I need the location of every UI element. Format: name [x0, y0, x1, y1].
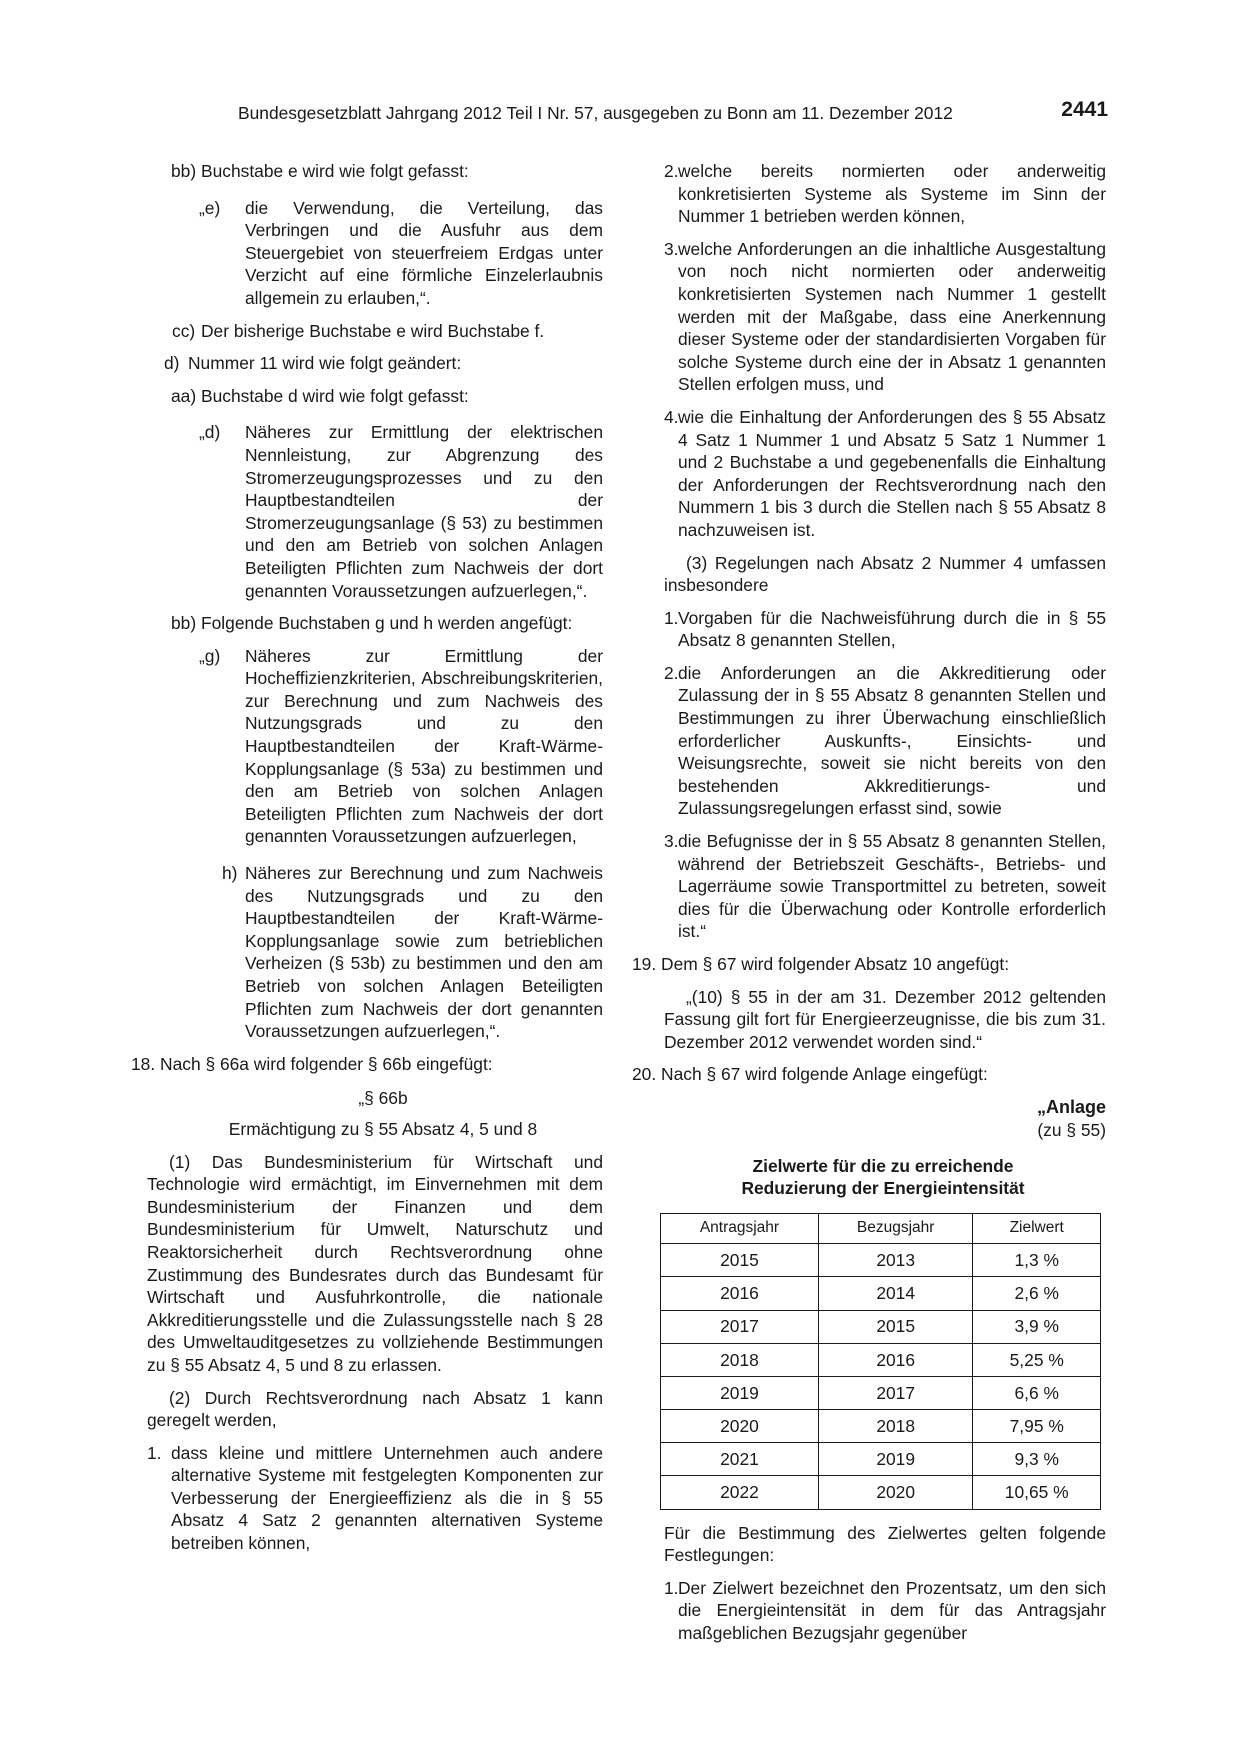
cell: 2020	[818, 1476, 973, 1509]
item-label: 3.	[664, 831, 679, 852]
item-text: Nach § 66a wird folgender § 66b eingefügt:	[160, 1053, 493, 1074]
item-text: wie die Einhaltung der Anforderungen des § 55 Absatz 4 Satz 1 Nummer 1 und Absatz 5 Satz 1 Nummer 1 und 2 Buchstabe a und gegebenenfalls die Einhaltung der Anforderungen der Rechtsverordnung nach den Nummern 1 bis 3 durch die Stellen nach § 55 Absatz 8 nachzuweisen ist.	[678, 406, 1106, 540]
item-label: 4.	[664, 406, 679, 427]
page-number: 2441	[1061, 98, 1108, 121]
item-label: h)	[222, 863, 238, 884]
item-label: 2.	[664, 161, 679, 181]
absatz-1: (1) Das Bundesministerium für Wirtschaft und Technologie wird ermächtigt, im Einvernehmen mit dem Bundesministerium der Finanzen und dem Bundesministerium für Umwelt, Naturschutz und Reaktorsicherheit durch Rechtsverordnung ohne Zustimmung des Bundesrates durch das Bundesamt für Wirtschaft und Ausfuhrkontrolle, die nationale Akkreditierungsstelle und die Zulassungsstelle nach § 28 des Umweltauditgesetzes zu vollziehende Bestimmungen zu § 55 Absatz 4, 5 und 8 zu erlassen.	[147, 1151, 603, 1375]
table-row	[661, 1244, 1101, 1277]
item-4	[632, 406, 1106, 542]
item-19	[632, 953, 1106, 976]
cell: 2022	[661, 1476, 819, 1509]
item-label: 2.	[664, 662, 679, 683]
item-18	[131, 1053, 603, 1076]
item-label: 1.	[147, 1442, 162, 1463]
cell: 2019	[661, 1376, 819, 1409]
item-k1	[632, 1577, 1106, 1645]
table-header-row	[661, 1214, 1101, 1244]
table-row	[661, 1343, 1101, 1376]
item-label: cc)	[172, 320, 196, 341]
col-header-bezugsjahr: Bezugsjahr	[818, 1214, 973, 1244]
item-2	[632, 160, 1106, 228]
right-column	[632, 160, 1106, 1655]
table-title-line-2: Reduzierung der Energieintensität	[741, 1178, 1025, 1199]
item-text: die Anforderungen an die Akkreditierung oder Zulassung der in § 55 Absatz 8 genannten Stellen und Bestimmungen zu ihrer Überwachung einschließlich erforderlicher Auskunfts-, Einsichts- und Weisungsrechte, soweit sie nicht bereits von den bestehenden Akkreditierungs- und Zulassungsregelungen erfasst sind, sowie	[678, 662, 1106, 819]
cell: 7,95 %	[973, 1410, 1101, 1443]
table-title-line-1: Zielwerte für die zu erreichende	[752, 1156, 1014, 1177]
item-text: Buchstabe e wird wie folgt gefasst:	[201, 161, 469, 181]
item-h	[163, 862, 603, 1043]
item-dd	[163, 421, 603, 602]
item-label: 1.	[664, 1577, 679, 1598]
cell: 3,9 %	[973, 1310, 1101, 1343]
cell: 2015	[818, 1310, 973, 1343]
item-label: 18.	[131, 1053, 156, 1074]
paragraph-heading: „§ 66b	[358, 1088, 408, 1109]
item-text: Vorgaben für die Nachweisführung durch die in § 55 Absatz 8 genannten Stellen,	[678, 607, 1106, 651]
item-j3	[632, 830, 1106, 943]
cell: 2013	[818, 1244, 973, 1277]
cell: 2016	[818, 1343, 973, 1376]
item-label: 19.	[632, 954, 657, 974]
table-row	[661, 1410, 1101, 1443]
item-text: die Befugnisse der in § 55 Absatz 8 genannten Stellen, während der Betriebszeit Geschäfts-, Betriebs- und Lagerräume sowie Transportmittel zu betreten, soweit dies für die Überwachung oder Kontrolle erforderlich ist.“	[678, 831, 1106, 942]
item-text: Folgende Buchstaben g und h werden angefügt:	[201, 613, 573, 634]
item-text: Näheres zur Ermittlung der elektrischen Nennleistung, zur Abgrenzung des Stromerzeugungsprozesses und zu den Hauptbestandteilen der Stromerzeugungsanlage (§ 53) zu bestimmen und den am Betrieb von solchen Anlagen Beteiligten Pflichten zum Nachweis der dort genannten Voraussetzungen aufzuerlegen,“.	[245, 422, 603, 601]
after-table-text: Für die Bestimmung des Zielwertes gelten folgende Festlegungen:	[664, 1522, 1106, 1566]
table-row	[661, 1277, 1101, 1310]
cell: 1,3 %	[973, 1244, 1101, 1277]
target-values-table	[660, 1213, 1101, 1510]
item-text: welche bereits normierten oder anderweitig konkretisierten Systeme als Systeme im Sinn der Nummer 1 betrieben werden können,	[678, 161, 1106, 227]
item-text: Der Zielwert bezeichnet den Prozentsatz, um den sich die Energieintensität in dem für das Antragsjahr maßgeblichen Bezugsjahr gegenüber	[678, 1577, 1106, 1644]
item-j2	[632, 662, 1106, 820]
gazette-title: Bundesgesetzblatt Jahrgang 2012 Teil I Nr. 57, ausgegeben zu Bonn am 11. Dezember 2012	[238, 103, 953, 123]
item-text: welche Anforderungen an die inhaltliche Ausgestaltung von noch nicht normierten oder anderweitig konkretisierten Systemen nach Nummer 1 gestellt werden mit der Maßgabe, dass eine Anerkennung dieser Systeme oder der standardisierten Vorgaben für solche Systeme durch eine der in Absatz 1 genannten Stellen erfolgen muss, und	[678, 238, 1106, 395]
paragraph-title: Ermächtigung zu § 55 Absatz 4, 5 und 8	[228, 1118, 538, 1139]
item-label: 3.	[664, 238, 679, 259]
cell: 10,65 %	[973, 1476, 1101, 1509]
absatz-2: (2) Durch Rechtsverordnung nach Absatz 1 kann geregelt werden,	[147, 1387, 603, 1431]
item-label: bb)	[171, 161, 197, 181]
item-aa	[163, 385, 603, 408]
item-1	[147, 1442, 603, 1555]
absatz-10: „(10) § 55 in der am 31. Dezember 2012 geltenden Fassung gilt fort für Energieerzeugnisse, die bis zum 31. Dezember 2012 verwendet worden sind.“	[664, 986, 1106, 1052]
item-text: Nach § 67 wird folgende Anlage eingefügt:	[661, 1064, 988, 1085]
cell: 2014	[818, 1277, 973, 1310]
cell: 2018	[818, 1410, 973, 1443]
item-3	[632, 238, 1106, 396]
item-label: „g)	[199, 645, 221, 666]
item-d	[163, 352, 603, 375]
item-g	[163, 645, 603, 848]
cell: 5,25 %	[973, 1343, 1101, 1376]
anlage-ref: (zu § 55)	[1037, 1119, 1106, 1140]
item-bb-1	[163, 160, 603, 183]
table-row	[661, 1376, 1101, 1409]
item-text: Dem § 67 wird folgender Absatz 10 angefügt:	[661, 954, 1010, 974]
col-header-antragsjahr: Antragsjahr	[661, 1214, 819, 1244]
cell: 2017	[818, 1376, 973, 1409]
cell: 2018	[661, 1343, 819, 1376]
item-label: bb)	[171, 613, 197, 634]
item-label: aa)	[171, 385, 197, 406]
cell: 2017	[661, 1310, 819, 1343]
item-20	[632, 1063, 1106, 1086]
cell: 2021	[661, 1443, 819, 1476]
item-e	[163, 197, 603, 310]
cell: 2016	[661, 1277, 819, 1310]
table-row	[661, 1476, 1101, 1509]
cell: 2015	[661, 1244, 819, 1277]
item-cc	[163, 320, 603, 343]
left-column	[131, 160, 603, 1565]
item-text: Näheres zur Berechnung und zum Nachweis des Nutzungsgrads und zu den Hauptbestandteilen der Kraft-Wärme-Kopplungsanlage sowie zum betrieblichen Verheizen (§ 53b) zu bestimmen und den am Betrieb von solchen Anlagen Beteiligten Pflichten zum Nachweis der dort genannten Voraussetzungen aufzuerlegen,“.	[245, 863, 603, 1042]
item-bb-2	[163, 612, 603, 635]
item-label: „e)	[199, 197, 221, 218]
item-label: 20.	[632, 1064, 657, 1085]
item-label: d)	[164, 353, 180, 374]
item-text: Buchstabe d wird wie folgt gefasst:	[201, 385, 469, 406]
cell: 2020	[661, 1410, 819, 1443]
table-row	[661, 1310, 1101, 1343]
item-text: die Verwendung, die Verteilung, das Verbringen und die Ausfuhr aus dem Steuergebiet von steuerfreiem Erdgas unter Verzicht auf eine förmliche Einzelerlaubnis allgemein zu erlauben,“.	[245, 197, 603, 308]
col-header-zielwert: Zielwert	[973, 1214, 1101, 1244]
item-j1	[632, 607, 1106, 652]
item-label: 1.	[664, 607, 679, 628]
cell: 9,3 %	[973, 1443, 1101, 1476]
table-row	[661, 1443, 1101, 1476]
anlage-title: „Anlage	[1036, 1096, 1106, 1117]
item-text: Nummer 11 wird wie folgt geändert:	[188, 353, 462, 374]
item-text: Näheres zur Ermittlung der Hocheffizienzkriterien, Abschreibungskriterien, zur Berechnung und zum Nachweis des Nutzungsgrads und zu den Hauptbestandteilen der Kraft-Wärme-Kopplungsanlage (§ 53a) zu bestimmen und den am Betrieb von solchen Anlagen Beteiligten Pflichten zum Nachweis der dort genannten Voraussetzungen aufzuerlegen,	[245, 645, 603, 847]
cell: 2019	[818, 1443, 973, 1476]
item-text: dass kleine und mittlere Unternehmen auch andere alternative Systeme mit festgelegten Komponenten zur Verbesserung der Energieeffizienz als die in § 55 Absatz 4 Satz 2 genannten alternativen Systeme betreiben können,	[171, 1442, 603, 1554]
item-label: „d)	[199, 422, 221, 443]
table-title	[660, 1155, 1106, 1199]
item-text: Der bisherige Buchstabe e wird Buchstabe f.	[201, 320, 545, 341]
absatz-3: (3) Regelungen nach Absatz 2 Nummer 4 umfassen insbesondere	[664, 552, 1106, 596]
cell: 6,6 %	[973, 1376, 1101, 1409]
cell: 2,6 %	[973, 1277, 1101, 1310]
